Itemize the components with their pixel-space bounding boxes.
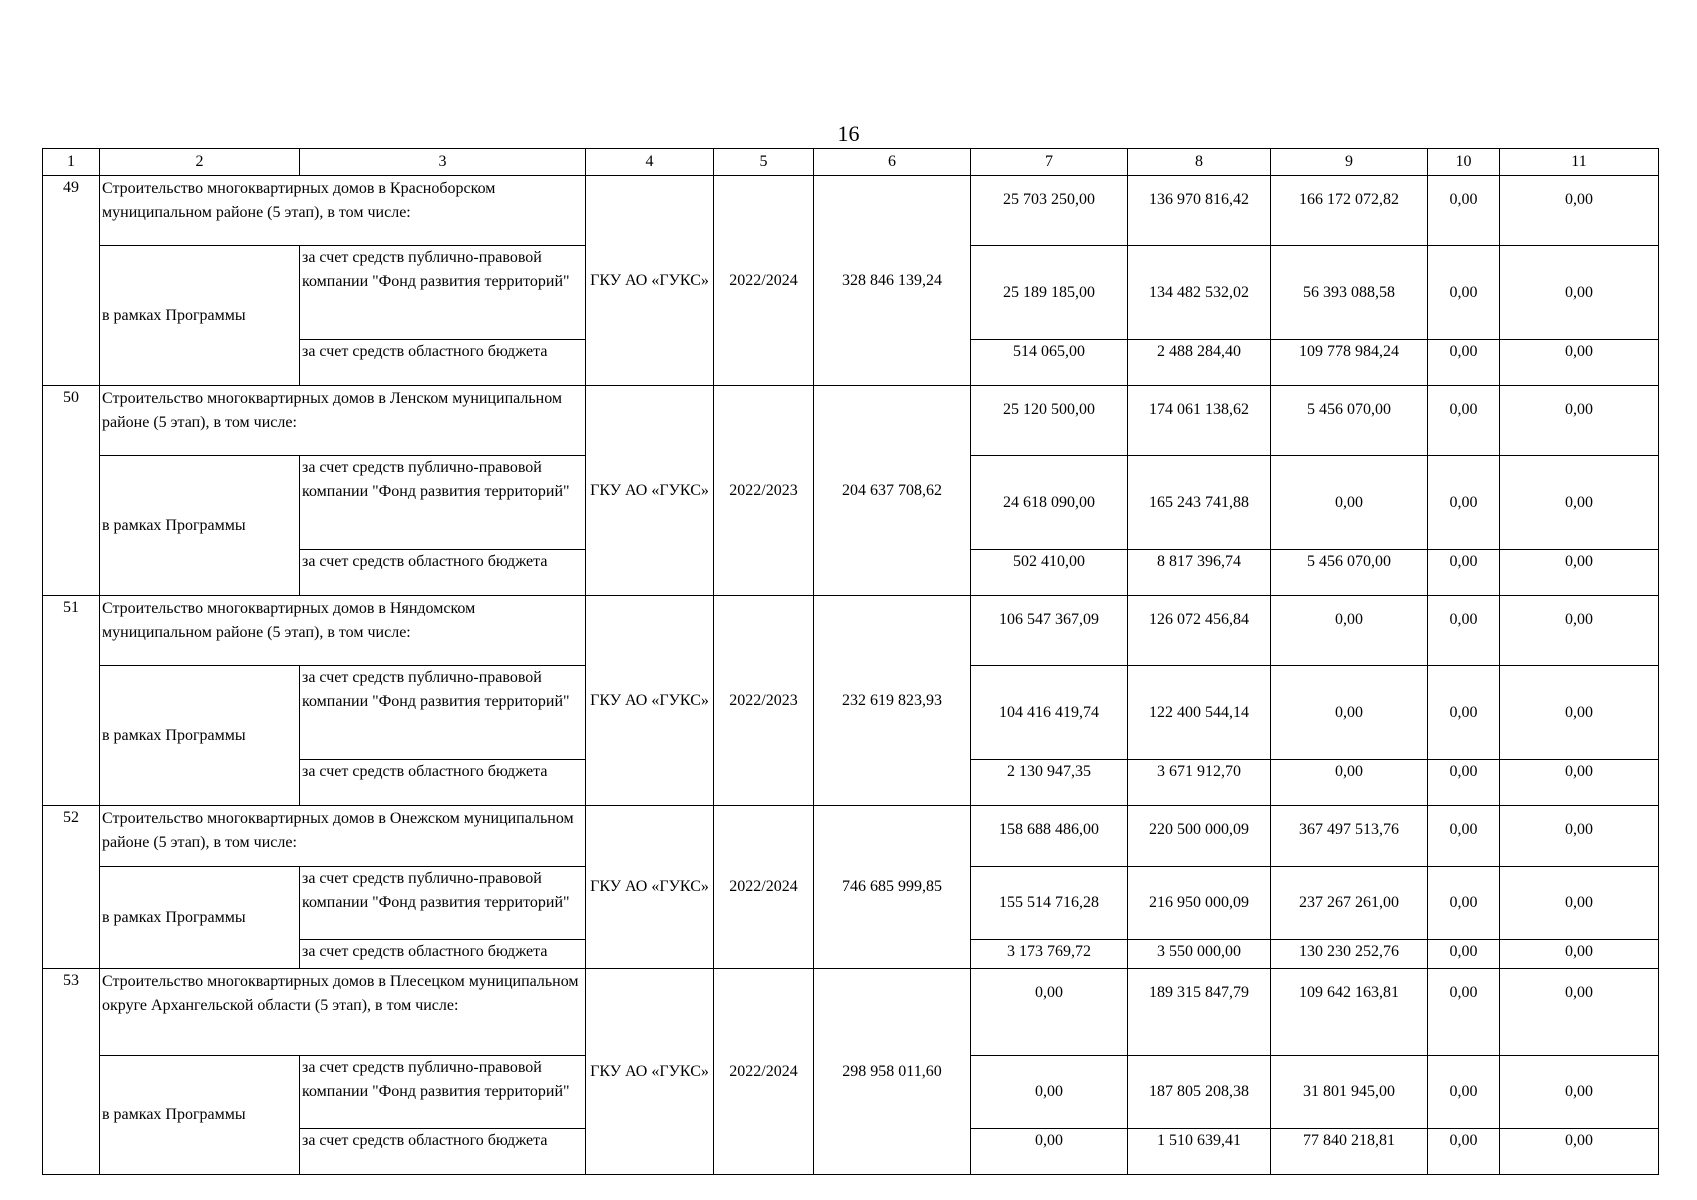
amount-cell: 0,00 [1271,666,1428,760]
amount-cell: 0,00 [1500,760,1659,806]
amount-cell: 166 172 072,82 [1271,176,1428,246]
amount-cell: 0,00 [1271,760,1428,806]
header-cell: 6 [814,149,971,176]
amount-cell: 155 514 716,28 [971,867,1128,940]
amount-cell: 0,00 [1428,1056,1500,1129]
amount-cell: 0,00 [1428,1129,1500,1175]
amount-cell: 3 173 769,72 [971,940,1128,969]
amount-cell: 0,00 [1271,456,1428,550]
page-number: 16 [837,121,860,146]
executor: ГКУ АО «ГУКС» [586,596,714,806]
amount-cell: 109 778 984,24 [1271,340,1428,386]
amount-cell: 0,00 [1500,666,1659,760]
total-amount: 232 619 823,93 [814,596,971,806]
period: 2022/2023 [714,386,814,596]
source-label: за счет средств публично-правовой компании "Фонд развития территорий" [300,666,586,760]
amount-cell: 5 456 070,00 [1271,386,1428,456]
amount-cell: 0,00 [1500,867,1659,940]
executor: ГКУ АО «ГУКС» [586,806,714,969]
amount-cell: 0,00 [1428,596,1500,666]
source-label: за счет средств публично-правовой компании "Фонд развития территорий" [300,867,586,940]
amount-cell: 1 510 639,41 [1128,1129,1271,1175]
amount-cell: 165 243 741,88 [1128,456,1271,550]
amount-cell: 5 456 070,00 [1271,550,1428,596]
header-cell: 1 [43,149,100,176]
table-row [43,176,1659,246]
amount-cell: 0,00 [1500,1056,1659,1129]
table-row [43,969,1659,1056]
amount-cell: 106 547 367,09 [971,596,1128,666]
amount-cell: 0,00 [1428,340,1500,386]
amount-cell: 136 970 816,42 [1128,176,1271,246]
amount-cell: 514 065,00 [971,340,1128,386]
header-cell: 2 [100,149,300,176]
amount-cell: 0,00 [1271,596,1428,666]
header-cell: 5 [714,149,814,176]
total-amount: 328 846 139,24 [814,176,971,386]
program-label: в рамках Программы [100,456,300,596]
amount-cell: 189 315 847,79 [1128,969,1271,1056]
amount-cell: 0,00 [1428,666,1500,760]
amount-cell: 3 550 000,00 [1128,940,1271,969]
executor: ГКУ АО «ГУКС» [586,176,714,386]
table-row [43,806,1659,867]
total-amount: 746 685 999,85 [814,806,971,969]
amount-cell: 126 072 456,84 [1128,596,1271,666]
source-label: за счет средств областного бюджета [300,340,586,386]
period: 2022/2024 [714,969,814,1175]
period: 2022/2024 [714,806,814,969]
amount-cell: 0,00 [1428,940,1500,969]
source-label: за счет средств областного бюджета [300,1129,586,1175]
amount-cell: 25 703 250,00 [971,176,1128,246]
amount-cell: 0,00 [1428,246,1500,340]
amount-cell: 367 497 513,76 [1271,806,1428,867]
source-label: за счет средств публично-правовой компании "Фонд развития территорий" [300,456,586,550]
source-label: за счет средств областного бюджета [300,760,586,806]
source-label: за счет средств областного бюджета [300,550,586,596]
amount-cell: 502 410,00 [971,550,1128,596]
amount-cell: 3 671 912,70 [1128,760,1271,806]
amount-cell: 31 801 945,00 [1271,1056,1428,1129]
amount-cell: 174 061 138,62 [1128,386,1271,456]
amount-cell: 0,00 [971,1056,1128,1129]
amount-cell: 220 500 000,09 [1128,806,1271,867]
header-cell: 10 [1428,149,1500,176]
amount-cell: 0,00 [1428,456,1500,550]
amount-cell: 237 267 261,00 [1271,867,1428,940]
amount-cell: 0,00 [1428,550,1500,596]
amount-cell: 0,00 [971,969,1128,1056]
amount-cell: 0,00 [1428,806,1500,867]
source-label: за счет средств публично-правовой компании "Фонд развития территорий" [300,246,586,340]
amount-cell: 0,00 [971,1129,1128,1175]
executor: ГКУ АО «ГУКС» [586,386,714,596]
amount-cell: 0,00 [1428,867,1500,940]
amount-cell: 0,00 [1500,969,1659,1056]
amount-cell: 0,00 [1428,176,1500,246]
amount-cell: 0,00 [1428,386,1500,456]
header-cell: 3 [300,149,586,176]
period: 2022/2023 [714,596,814,806]
amount-cell: 2 130 947,35 [971,760,1128,806]
amount-cell: 0,00 [1500,340,1659,386]
row-number: 53 [43,969,100,1175]
amount-cell: 104 416 419,74 [971,666,1128,760]
amount-cell: 0,00 [1500,456,1659,550]
amount-cell: 0,00 [1428,969,1500,1056]
amount-cell: 158 688 486,00 [971,806,1128,867]
row-title: Строительство многоквартирных домов в Няндомском муниципальном районе (5 этап), в том числе: [100,596,586,666]
total-amount: 204 637 708,62 [814,386,971,596]
total-amount: 298 958 011,60 [814,969,971,1175]
row-number: 52 [43,806,100,969]
period: 2022/2024 [714,176,814,386]
row-number: 50 [43,386,100,596]
row-title: Строительство многоквартирных домов в Красноборском муниципальном районе (5 этап), в том числе: [100,176,586,246]
program-label: в рамках Программы [100,666,300,806]
executor: ГКУ АО «ГУКС» [586,969,714,1175]
amount-cell: 0,00 [1500,246,1659,340]
amount-cell: 77 840 218,81 [1271,1129,1428,1175]
amount-cell: 0,00 [1500,1129,1659,1175]
budget-table [42,148,1659,1175]
amount-cell: 0,00 [1500,596,1659,666]
amount-cell: 130 230 252,76 [1271,940,1428,969]
amount-cell: 187 805 208,38 [1128,1056,1271,1129]
header-cell: 11 [1500,149,1659,176]
amount-cell: 0,00 [1500,806,1659,867]
program-label: в рамках Программы [100,1056,300,1175]
amount-cell: 0,00 [1500,386,1659,456]
program-label: в рамках Программы [100,867,300,969]
amount-cell: 109 642 163,81 [1271,969,1428,1056]
amount-cell: 56 393 088,58 [1271,246,1428,340]
amount-cell: 8 817 396,74 [1128,550,1271,596]
row-title: Строительство многоквартирных домов в Ленском муниципальном районе (5 этап), в том числе: [100,386,586,456]
amount-cell: 0,00 [1500,176,1659,246]
header-cell: 7 [971,149,1128,176]
header-row [43,149,1659,176]
table-row [43,386,1659,456]
amount-cell: 216 950 000,09 [1128,867,1271,940]
amount-cell: 25 189 185,00 [971,246,1128,340]
program-label: в рамках Программы [100,246,300,386]
header-cell: 4 [586,149,714,176]
amount-cell: 122 400 544,14 [1128,666,1271,760]
source-label: за счет средств областного бюджета [300,940,586,969]
amount-cell: 25 120 500,00 [971,386,1128,456]
amount-cell: 0,00 [1428,760,1500,806]
row-title: Строительство многоквартирных домов в Онежском муниципальном районе (5 этап), в том числе: [100,806,586,867]
header-cell: 8 [1128,149,1271,176]
source-label: за счет средств публично-правовой компании "Фонд развития территорий" [300,1056,586,1129]
amount-cell: 2 488 284,40 [1128,340,1271,386]
amount-cell: 0,00 [1500,940,1659,969]
row-number: 51 [43,596,100,806]
header-cell: 9 [1271,149,1428,176]
amount-cell: 24 618 090,00 [971,456,1128,550]
row-title: Строительство многоквартирных домов в Плесецком муниципальном округе Архангельской области (5 этап), в том числе: [100,969,586,1056]
row-number: 49 [43,176,100,386]
table-row [43,596,1659,666]
amount-cell: 0,00 [1500,550,1659,596]
amount-cell: 134 482 532,02 [1128,246,1271,340]
